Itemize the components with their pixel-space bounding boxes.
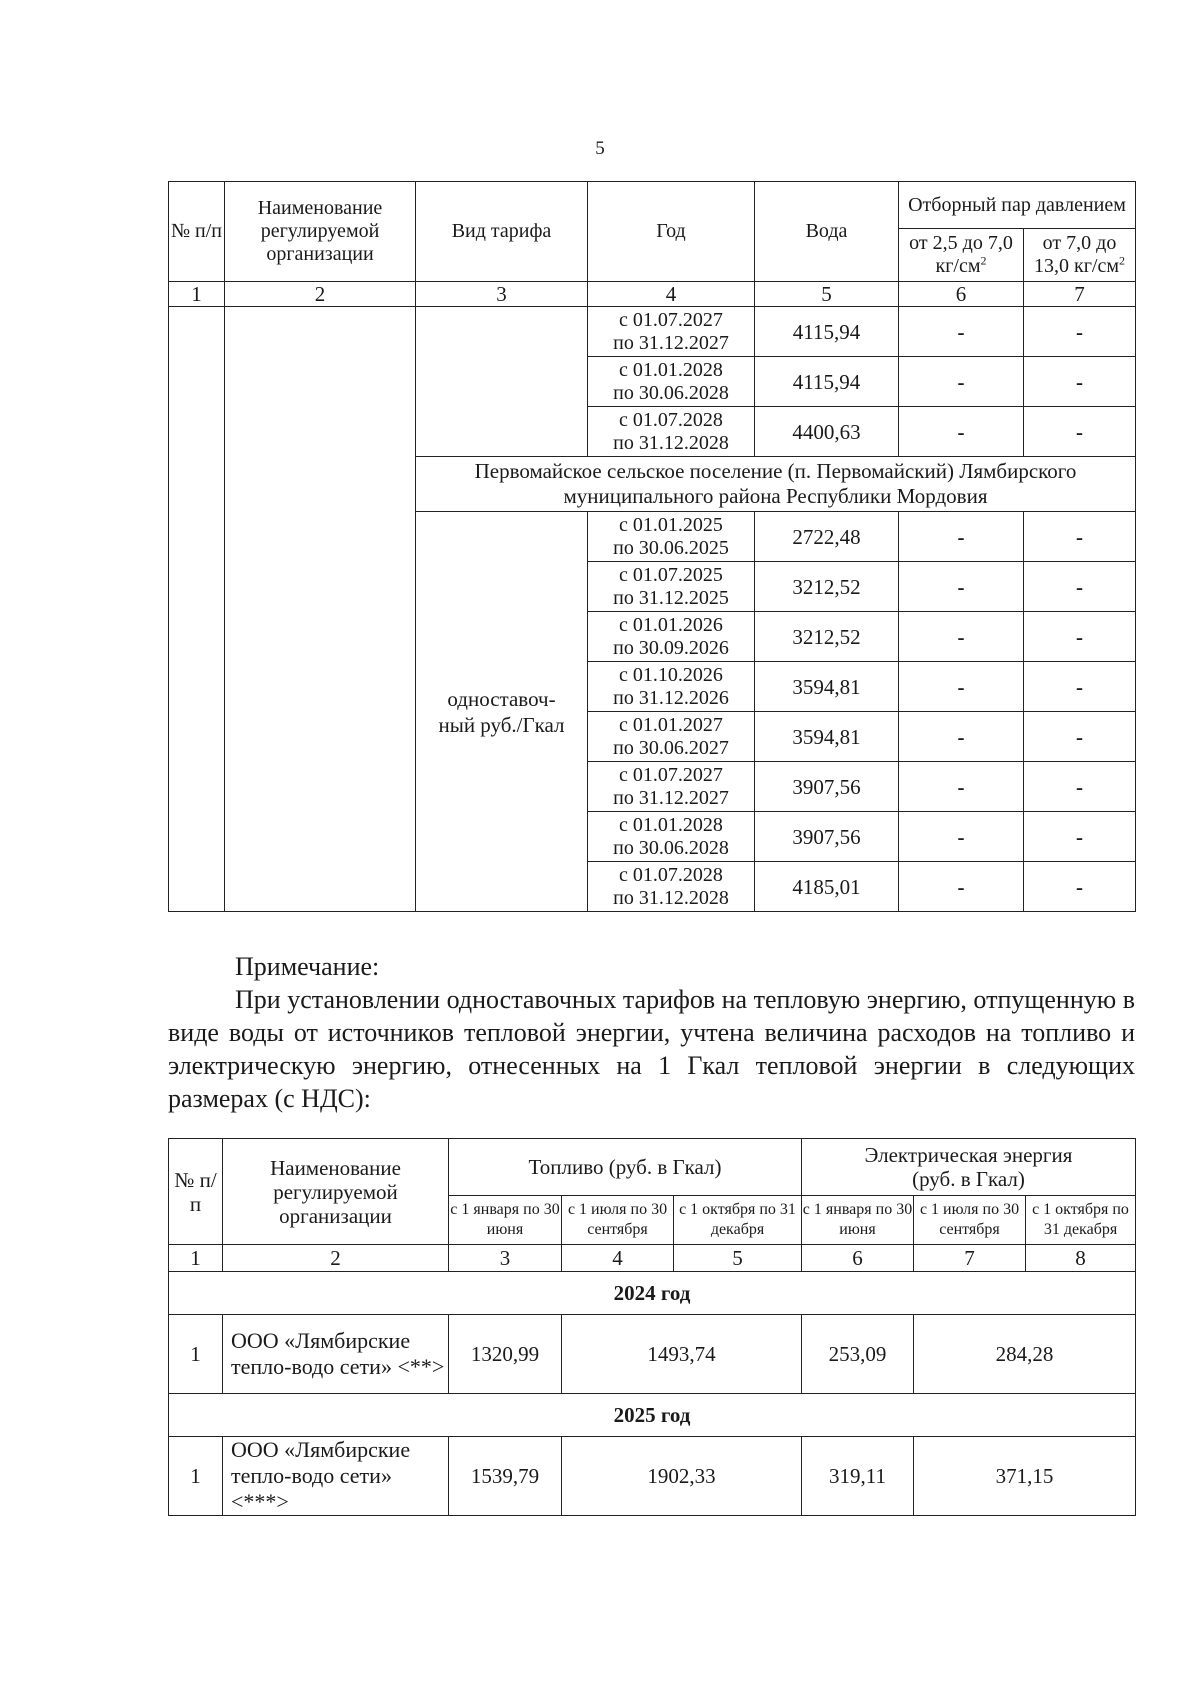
header-tariff-type: Вид тарифа [416,182,588,282]
year-heading: 2025 год [169,1394,1136,1437]
water-value: 4115,94 [755,357,899,407]
header-steam-low: от 2,5 до 7,0 $кг/см^2$ [899,229,1024,282]
col-number: 6 [802,1245,914,1272]
electric-h2-value: 371,15 [914,1437,1136,1516]
fuel-energy-table [168,1138,1136,1516]
org-cell-empty [225,307,416,912]
water-value: 3907,56 [755,812,899,862]
steam-high-value: - [1024,712,1136,762]
col-number: 3 [449,1245,562,1272]
steam-low-value: - [899,712,1024,762]
water-value: 2722,48 [755,512,899,562]
steam-high-value: - [1024,512,1136,562]
water-value: 3594,81 [755,662,899,712]
header-period-jan: с 1 января по 30 июня [802,1196,914,1245]
col-number: 8 [1026,1245,1136,1272]
steam-low-value: - [899,407,1024,457]
period-cell: с 01.07.2027 по 31.12.2027 [588,307,755,357]
period-cell: с 01.07.2028 по 31.12.2028 [588,407,755,457]
period-cell: с 01.07.2027 по 31.12.2027 [588,762,755,812]
steam-high-value: - [1024,357,1136,407]
period-cell: с 01.10.2026 по 31.12.2026 [588,662,755,712]
col-number: 2 [223,1245,449,1272]
fuel-h2-value: 1902,33 [562,1437,802,1516]
steam-low-value: - [899,862,1024,912]
header-year: Год [588,182,755,282]
water-value: 4185,01 [755,862,899,912]
year-heading: 2024 год [169,1272,1136,1315]
steam-low-value: - [899,812,1024,862]
region-heading: Первомайское сельское поселение (п. Первомайский) Лямбирского муниципального района Республики Мордовия [416,457,1136,512]
tariff-table [168,181,1136,912]
header-water: Вода [755,182,899,282]
period-cell: с 01.07.2028 по 31.12.2028 [588,862,755,912]
fuel-h1-value: 1320,99 [449,1315,562,1394]
tariff-type-cell-empty [416,307,588,457]
row-num: 1 [169,1437,223,1516]
header-electric: Электрическая энергия (руб. в Гкал) [802,1139,1136,1196]
header-period-jul: с 1 июля по 30 сентября [914,1196,1026,1245]
col-number: 1 [169,282,225,307]
steam-high-value: - [1024,812,1136,862]
steam-high-value: - [1024,862,1136,912]
header-steam-high: от 7,0 до 13,0 $кг/см^2$ [1024,229,1136,282]
steam-low-value: - [899,512,1024,562]
steam-low-value: - [899,562,1024,612]
electric-h1-value: 319,11 [802,1437,914,1516]
water-value: 3594,81 [755,712,899,762]
steam-high-value: - [1024,407,1136,457]
note [168,950,1135,1115]
col-number: 2 [225,282,416,307]
steam-low-value: - [899,307,1024,357]
period-cell: с 01.01.2028 по 30.06.2028 [588,812,755,862]
col-number: 6 [899,282,1024,307]
steam-high-value: - [1024,612,1136,662]
electric-h2-value: 284,28 [914,1315,1136,1394]
steam-high-value: - [1024,662,1136,712]
water-value: 4400,63 [755,407,899,457]
org-name: ООО «Лямбирские тепло-водо сети» <***> [223,1437,449,1516]
water-value: 4115,94 [755,307,899,357]
row-num: 1 [169,1315,223,1394]
steam-low-value: - [899,662,1024,712]
header-period-oct: с 1 октября по 31 декабря [674,1196,802,1245]
period-cell: с 01.01.2026 по 30.09.2026 [588,612,755,662]
period-cell: с 01.07.2025 по 31.12.2025 [588,562,755,612]
header-org: Наименование регулируемой организации [223,1139,449,1245]
steam-high-value: - [1024,307,1136,357]
org-name: ООО «Лямбирские тепло-водо сети» <**> [223,1315,449,1394]
note-title: Примечание: [235,952,380,981]
steam-high-value: - [1024,562,1136,612]
steam-low-value: - [899,357,1024,407]
header-num: № п/п [169,1139,223,1245]
col-number: 7 [1024,282,1136,307]
col-number: 5 [674,1245,802,1272]
period-cell: с 01.01.2027 по 30.06.2027 [588,712,755,762]
header-num: № п/п [169,182,225,282]
fuel-h1-value: 1539,79 [449,1437,562,1516]
water-value: 3212,52 [755,612,899,662]
tariff-type-label: одноставоч-ный руб./Гкал [416,512,588,912]
header-steam: Отборный пар давлением [899,182,1136,229]
period-cell: с 01.01.2025 по 30.06.2025 [588,512,755,562]
electric-h1-value: 253,09 [802,1315,914,1394]
header-fuel: Топливо (руб. в Гкал) [449,1139,802,1196]
num-cell-empty [169,307,225,912]
header-period-jul: с 1 июля по 30 сентября [562,1196,674,1245]
col-number: 5 [755,282,899,307]
steam-low-value: - [899,762,1024,812]
note-text: При установлении одноставочных тарифов на тепловую энергию, отпущенную в виде воды от источников тепловой энергии, учтена величина расходов на топливо и электрическую энергию, отнесенных на 1 Гкал тепловой энергии в следующих размерах (с НДС): [168,985,1135,1113]
col-number: 4 [588,282,755,307]
steam-low-value: - [899,612,1024,662]
col-number: 3 [416,282,588,307]
header-org: Наименование регулируемой организации [225,182,416,282]
water-value: 3907,56 [755,762,899,812]
water-value: 3212,52 [755,562,899,612]
page-number: 5 [595,138,605,159]
header-period-jan: с 1 января по 30 июня [449,1196,562,1245]
period-cell: с 01.01.2028 по 30.06.2028 [588,357,755,407]
header-period-oct: с 1 октября по 31 декабря [1026,1196,1136,1245]
steam-high-value: - [1024,762,1136,812]
col-number: 1 [169,1245,223,1272]
col-number: 4 [562,1245,674,1272]
col-number: 7 [914,1245,1026,1272]
fuel-h2-value: 1493,74 [562,1315,802,1394]
